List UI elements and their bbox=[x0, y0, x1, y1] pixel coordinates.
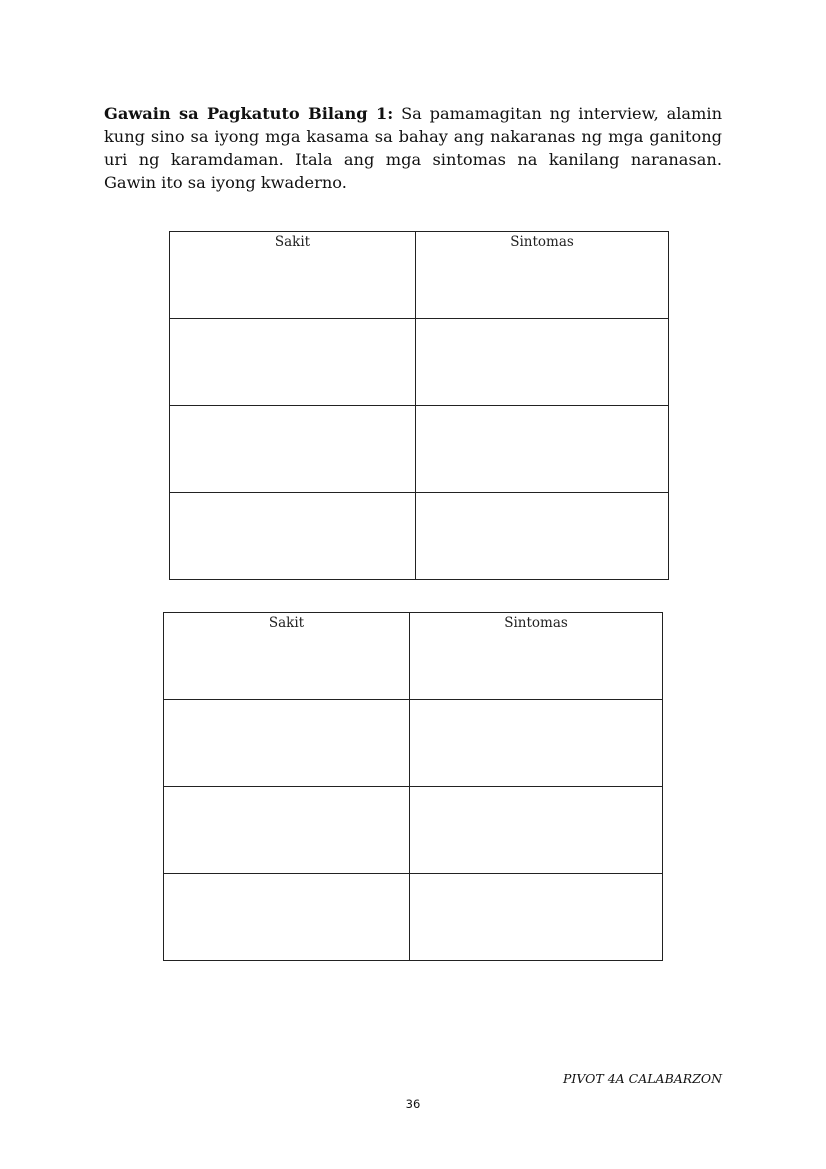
table-cell bbox=[164, 874, 410, 961]
table-cell bbox=[410, 700, 663, 787]
table-cell bbox=[170, 493, 416, 580]
activity-instruction bbox=[104, 102, 722, 194]
page-number: 36 bbox=[405, 1097, 421, 1111]
table-cell bbox=[170, 319, 416, 406]
table-row bbox=[170, 493, 669, 580]
table-row bbox=[164, 874, 663, 961]
table-row bbox=[164, 700, 663, 787]
table-cell bbox=[416, 406, 669, 493]
column-header-sakit: Sakit bbox=[268, 615, 305, 631]
footer-label: PIVOT 4A CALABARZON bbox=[563, 1071, 723, 1086]
answer-table-1 bbox=[169, 231, 669, 580]
column-header-sintomas: Sintomas bbox=[510, 234, 574, 250]
activity-body: Sa pamamagitan ng interview, alamin kung sino sa iyong mga kasama sa bahay ang nakaranas ng mga ganitong uri ng karamdaman. Itala ang mga sintomas na kanilang naranasan. Gawin ito sa iyong kwaderno. bbox=[104, 104, 722, 192]
table-header-cell bbox=[170, 232, 416, 319]
activity-title: Gawain sa Pagkatuto Bilang 1: bbox=[104, 104, 394, 123]
table-cell bbox=[164, 787, 410, 874]
table-cell bbox=[410, 874, 663, 961]
column-header-sakit: Sakit bbox=[274, 234, 311, 250]
table-cell bbox=[410, 787, 663, 874]
table-header-row bbox=[170, 232, 669, 319]
table-row bbox=[170, 406, 669, 493]
table-header-cell bbox=[410, 613, 663, 700]
table-cell bbox=[170, 406, 416, 493]
table-header-cell bbox=[416, 232, 669, 319]
table-header-row bbox=[164, 613, 663, 700]
table-cell bbox=[416, 319, 669, 406]
column-header-sintomas: Sintomas bbox=[504, 615, 568, 631]
table-cell bbox=[416, 493, 669, 580]
table-row bbox=[164, 787, 663, 874]
table-row bbox=[170, 319, 669, 406]
answer-table-2 bbox=[163, 612, 663, 961]
table-cell bbox=[164, 700, 410, 787]
table-header-cell bbox=[164, 613, 410, 700]
